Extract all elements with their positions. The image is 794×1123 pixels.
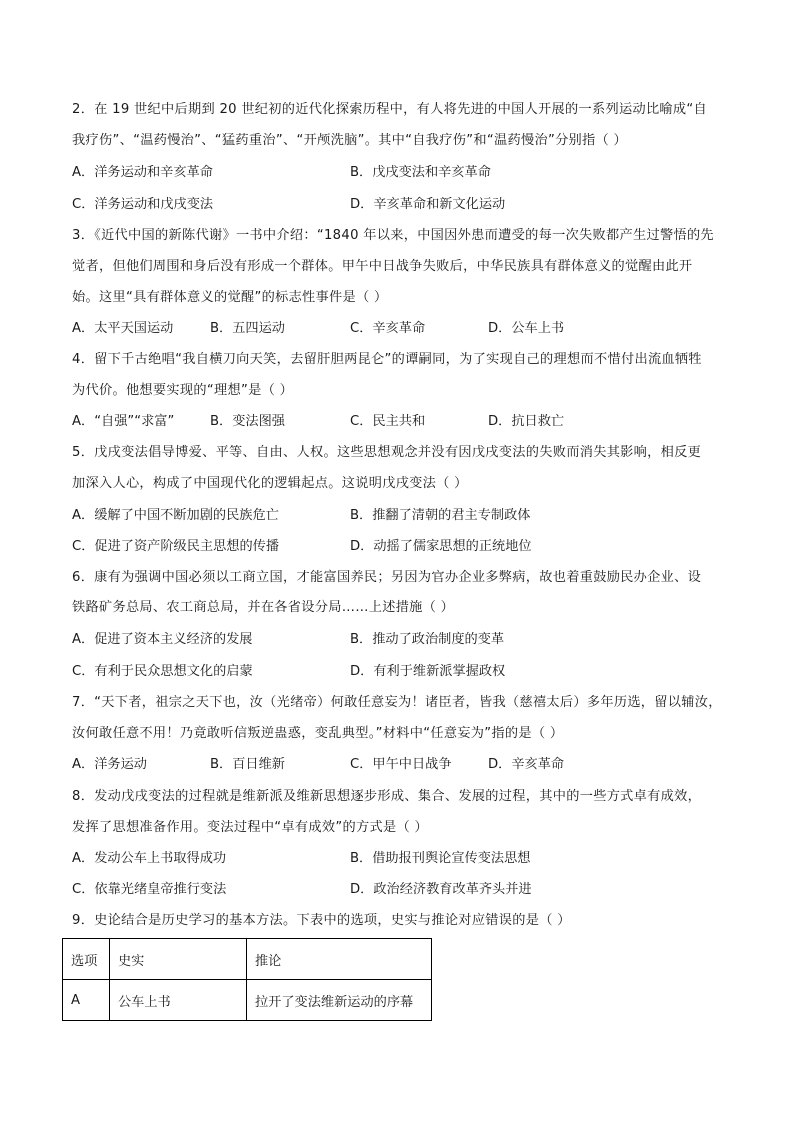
table-cell: A bbox=[63, 980, 110, 1021]
q2-option-c[interactable]: C．洋务运动和戊戌变法 bbox=[72, 197, 214, 212]
table-cell: 公车上书 bbox=[110, 980, 247, 1021]
q2-line-1: 2．在 19 世纪中后期到 20 世纪初的近代化探索历程中，有人将先进的中国人开展的一系列运动比喻成“自 bbox=[72, 102, 708, 117]
q4-line-2: 为代价。他想要实现的“理想”是（ ） bbox=[72, 383, 294, 398]
q6-option-c[interactable]: C．有利于民众思想文化的启蒙 bbox=[72, 664, 253, 679]
q3-line-2: 觉者，但他们周围和身后没有形成一个群体。甲午中日战争失败后，中华民族具有群体意义的觉醒由此开 bbox=[72, 259, 693, 274]
q2-option-d[interactable]: D．辛亥革命和新文化运动 bbox=[350, 197, 506, 212]
q6-option-a[interactable]: A．促进了资本主义经济的发展 bbox=[72, 632, 253, 647]
q7-line-1: 7．“天下者，祖宗之天下也，汝（光绪帝）何敢任意妄为！诸臣者，皆我（慈禧太后）多年历选，留以辅汝， bbox=[72, 695, 722, 710]
q6-line-2: 铁路矿务总局、农工商总局，并在各省设分局……上述措施（ ） bbox=[72, 600, 455, 615]
table-header-row bbox=[63, 939, 432, 980]
q5-option-c[interactable]: C．促进了资产阶级民主思想的传播 bbox=[72, 539, 280, 554]
table-header-cell: 选项 bbox=[63, 939, 110, 980]
q8-option-c[interactable]: C．依靠光绪皇帝推行变法 bbox=[72, 882, 227, 897]
q5-option-d[interactable]: D．动摇了儒家思想的正统地位 bbox=[350, 539, 532, 554]
table-header-cell: 史实 bbox=[110, 939, 247, 980]
q7-option-b[interactable]: B．百日维新 bbox=[210, 757, 285, 772]
q3-option-d[interactable]: D．公车上书 bbox=[488, 321, 565, 336]
q3-option-b[interactable]: B．五四运动 bbox=[210, 321, 285, 336]
table-cell: 拉开了变法维新运动的序幕 bbox=[247, 980, 432, 1021]
q7-line-2: 汝何敢任意不用！乃竟敢听信叛逆蛊惑，变乱典型。”材料中“任意妄为”指的是（ ） bbox=[72, 726, 564, 741]
q4-option-a[interactable]: A．“自强”“求富” bbox=[72, 414, 175, 429]
q4-option-d[interactable]: D．抗日救亡 bbox=[488, 414, 565, 429]
q8-option-b[interactable]: B．借助报刊舆论宣传变法思想 bbox=[350, 851, 531, 866]
q8-line-2: 发挥了思想准备作用。变法过程中“卓有成效”的方式是（ ） bbox=[72, 820, 428, 835]
q3-line-3: 始。这里“具有群体意义的觉醒”的标志性事件是（ ） bbox=[72, 290, 388, 305]
q7-option-c[interactable]: C．甲午中日战争 bbox=[350, 757, 452, 772]
q4-option-c[interactable]: C．民主共和 bbox=[350, 414, 426, 429]
q2-option-b[interactable]: B．戊戌变法和辛亥革命 bbox=[350, 165, 491, 180]
q8-line-1: 8．发动戊戌变法的过程就是维新派及维新思想逐步形成、集合、发展的过程，其中的一些方式卓有成效， bbox=[72, 789, 702, 804]
q7-option-d[interactable]: D．辛亥革命 bbox=[488, 757, 565, 772]
q5-option-a[interactable]: A．缓解了中国不断加剧的民族危亡 bbox=[72, 508, 279, 523]
q8-option-a[interactable]: A．发动公车上书取得成功 bbox=[72, 851, 227, 866]
q9-table bbox=[62, 938, 432, 1021]
q8-option-d[interactable]: D．政治经济教育改革齐头并进 bbox=[350, 882, 532, 897]
q5-line-2: 加深入人心，构成了中国现代化的逻辑起点。这说明戊戌变法（ ） bbox=[72, 476, 468, 491]
q4-line-1: 4．留下千古绝唱“我自横刀向天笑，去留肝胆两昆仑”的谭嗣同，为了实现自己的理想而不惜付出流血牺牲 bbox=[72, 352, 702, 367]
q5-option-b[interactable]: B．推翻了清朝的君主专制政体 bbox=[350, 508, 531, 523]
table-header-cell: 推论 bbox=[247, 939, 432, 980]
q3-option-a[interactable]: A．太平天国运动 bbox=[72, 321, 174, 336]
q6-line-1: 6．康有为强调中国必须以工商立国，才能富国养民；另因为官办企业多弊病，故也着重鼓励民办企业、设 bbox=[72, 570, 702, 585]
q2-option-a[interactable]: A．洋务运动和辛亥革命 bbox=[72, 165, 213, 180]
q7-option-a[interactable]: A．洋务运动 bbox=[72, 757, 147, 772]
q3-option-c[interactable]: C．辛亥革命 bbox=[350, 321, 426, 336]
q3-line-1: 3．《近代中国的新陈代谢》一书中介绍：“1840 年以来，中国因外患而遭受的每一次失败都产生过警悟的先 bbox=[72, 228, 714, 243]
q6-option-b[interactable]: B．推动了政治制度的变革 bbox=[350, 632, 505, 647]
q2-line-2: 我疗伤”、“温药慢治”、“猛药重治”、“开颅洗脑”。其中“自我疗伤”和“温药慢治”分别指（ ） bbox=[72, 133, 628, 148]
q5-line-1: 5．戊戌变法倡导博爱、平等、自由、人权。这些思想观念并没有因戊戌变法的失败而消失其影响，相反更 bbox=[72, 445, 702, 460]
q9-line-1: 9．史论结合是历史学习的基本方法。下表中的选项，史实与推论对应错误的是（ ） bbox=[72, 913, 571, 928]
table-row bbox=[63, 980, 432, 1021]
q4-option-b[interactable]: B．变法图强 bbox=[210, 414, 285, 429]
q6-option-d[interactable]: D．有利于维新派掌握政权 bbox=[350, 664, 506, 679]
